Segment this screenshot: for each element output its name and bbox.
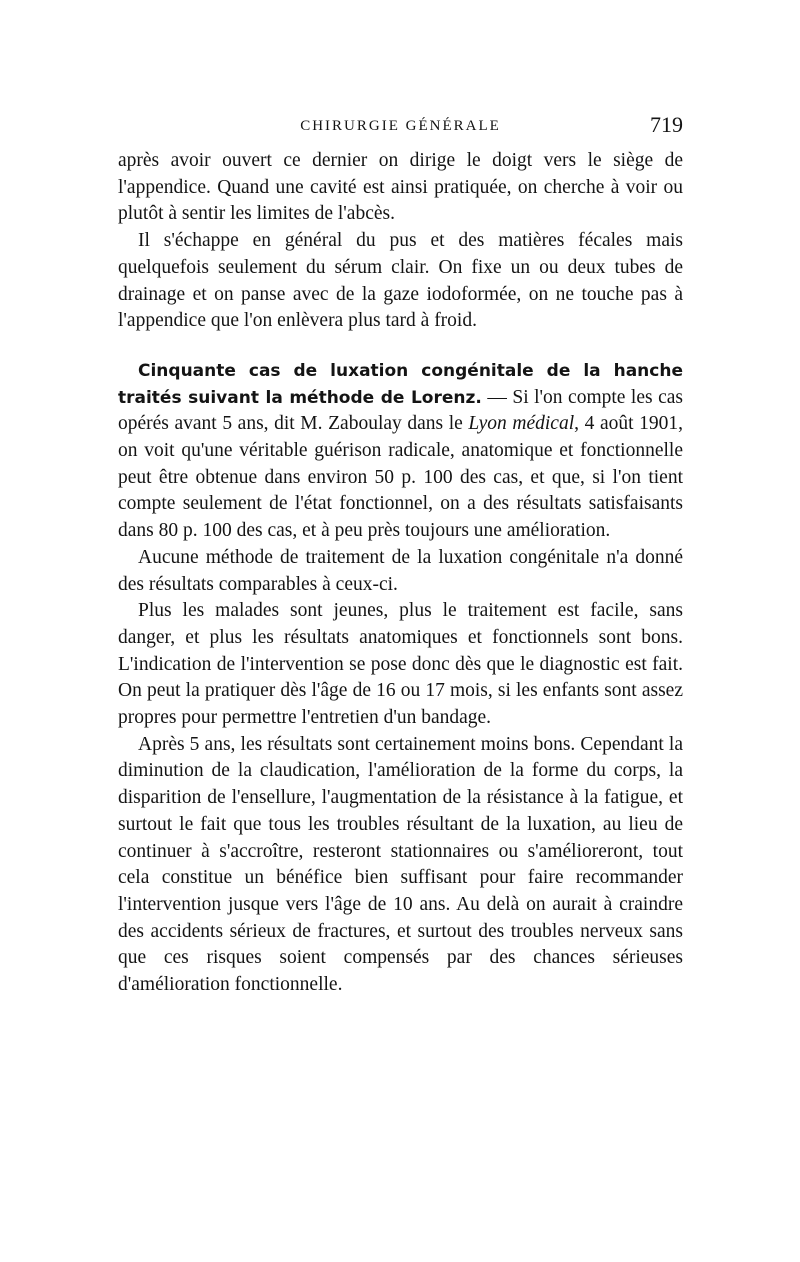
page-number: 719 <box>650 112 683 137</box>
running-title: CHIRURGIE GÉNÉRALE <box>300 118 501 134</box>
paragraph-section-lorenz <box>118 358 683 545</box>
paragraph-drainage: Il s'échappe en général du pus et des matières fécales mais quelquefois seulement du sérum clair. On fixe un ou deux tubes de drainage et on panse avec de la gaze iodoformée, on ne touche pas à l'appendice que l'on enlèvera plus tard à froid. <box>118 230 683 332</box>
paragraph-comparison: Aucune méthode de traitement de la luxation congénitale n'a donné des résultats comparables à ceux-ci. <box>118 546 683 595</box>
section-text-b: , 4 août 1901, on voit qu'une véritable guérison radicale, anatomique et fonctionnelle peut être obtenue dans environ 50 p. 100 des cas, et que, si l'on tient compte seulement de l'état fonctionnel, on a des résultats satisfaisants dans 80 p. 100 des cas, et à peu près toujours une amélioration. <box>118 413 683 542</box>
body-text <box>118 148 683 999</box>
section-title: Cinquante cas de luxation congénitale de la hanche traités suivant la méthode de Lorenz. <box>118 360 683 408</box>
page-header <box>118 112 683 142</box>
paragraph-age-indication: Plus les malades sont jeunes, plus le traitement est facile, sans danger, et plus les résultats anatomiques et fonctionnels sont bons. L'indication de l'intervention se pose donc dès que le diagnostic est fait. On peut la pratiquer dès l'âge de 16 ou 17 mois, si les enfants sont assez propres pour permettre l'entretien d'un bandage. <box>118 600 683 729</box>
section-text-a: — Si l'on compte les cas opérés avant 5 ans, dit M. Zaboulay dans le <box>118 386 683 435</box>
paragraph-continuation: après avoir ouvert ce dernier on dirige le doigt vers le siège de l'appendice. Quand une cavité est ainsi pratiquée, on cherche à voir ou plutôt à sentir les limites de l'abcès. <box>118 150 683 225</box>
paragraph-after-five-years: Après 5 ans, les résultats sont certainement moins bons. Cependant la diminution de la claudication, l'amélioration de la forme du corps, la disparition de l'ensellure, l'augmentation de la résistance à la fatigue, et surtout le fait que tous les troubles résultant de la luxation, au lieu de continuer à s'accroître, resteront stationnaires ou s'amélioreront, tout cela constitue un bénéfice bien suffisant pour faire recommander l'intervention jusque vers l'âge de 10 ans. Au delà on aurait à craindre des accidents sérieux de fractures, et surtout des troubles nerveux sans que ces risques soient compensés par des chances sérieuses d'amélioration fonctionnelle. <box>118 733 683 996</box>
journal-citation: Lyon médical <box>468 413 575 435</box>
